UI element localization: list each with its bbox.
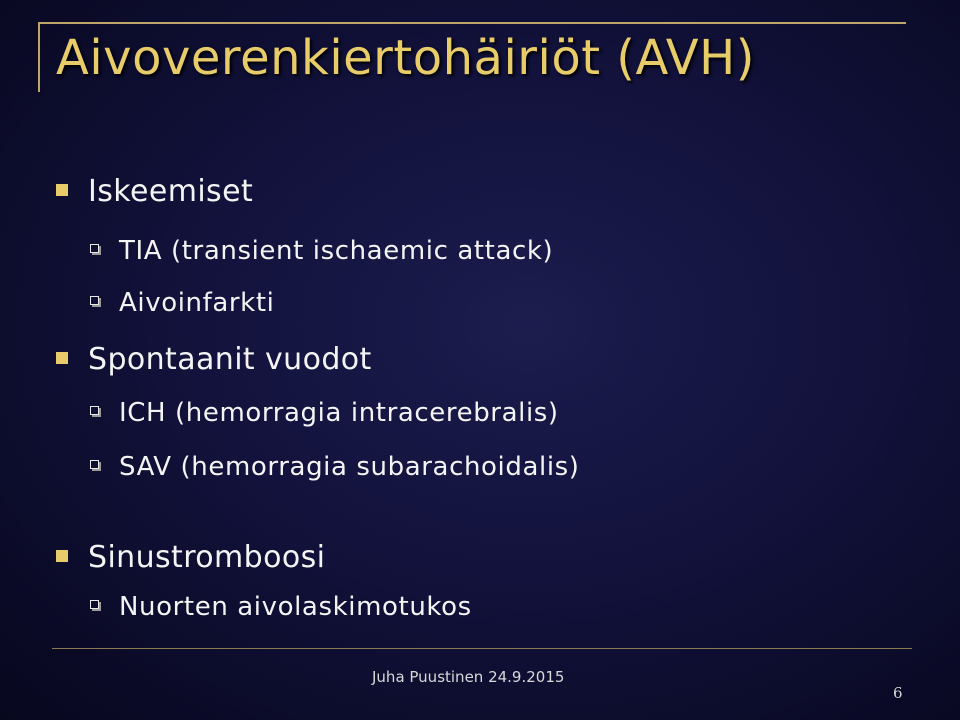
- sub-bullet-item: [90, 452, 580, 482]
- bullet-text: Iskeemiset: [88, 174, 254, 209]
- sub-bullet-text: ICH (hemorragia intracerebralis): [119, 398, 559, 428]
- sub-bullet-item: [90, 236, 553, 266]
- bullet-text: Spontaanit vuodot: [88, 342, 372, 377]
- hollow-square-bullet-icon: [90, 600, 99, 609]
- sub-bullet-text: Aivoinfarkti: [119, 288, 275, 318]
- footer-divider: [52, 648, 912, 649]
- filled-square-bullet-icon: [56, 550, 68, 562]
- hollow-square-bullet-icon: [90, 296, 99, 305]
- footer-text: Juha Puustinen 24.9.2015: [372, 668, 565, 686]
- filled-square-bullet-icon: [56, 184, 68, 196]
- top-frame-line: [38, 22, 906, 24]
- sub-bullet-item: [90, 592, 472, 622]
- bullet-item: [56, 174, 253, 209]
- sub-bullet-text: SAV (hemorragia subarachoidalis): [119, 452, 580, 482]
- sub-bullet-item: [90, 288, 274, 318]
- page-number: 6: [893, 684, 903, 702]
- sub-bullet-item: [90, 398, 559, 428]
- sub-bullet-text: Nuorten aivolaskimotukos: [119, 592, 472, 622]
- left-frame-line: [38, 22, 40, 92]
- sub-bullet-text: TIA (transient ischaemic attack): [119, 236, 554, 266]
- bullet-item: [56, 342, 372, 377]
- bullet-item: [56, 540, 325, 575]
- slide-title: Aivoverenkiertohäiriöt (AVH): [56, 30, 755, 86]
- hollow-square-bullet-icon: [90, 406, 99, 415]
- filled-square-bullet-icon: [56, 352, 68, 364]
- hollow-square-bullet-icon: [90, 460, 99, 469]
- bullet-text: Sinustromboosi: [88, 540, 326, 575]
- hollow-square-bullet-icon: [90, 244, 99, 253]
